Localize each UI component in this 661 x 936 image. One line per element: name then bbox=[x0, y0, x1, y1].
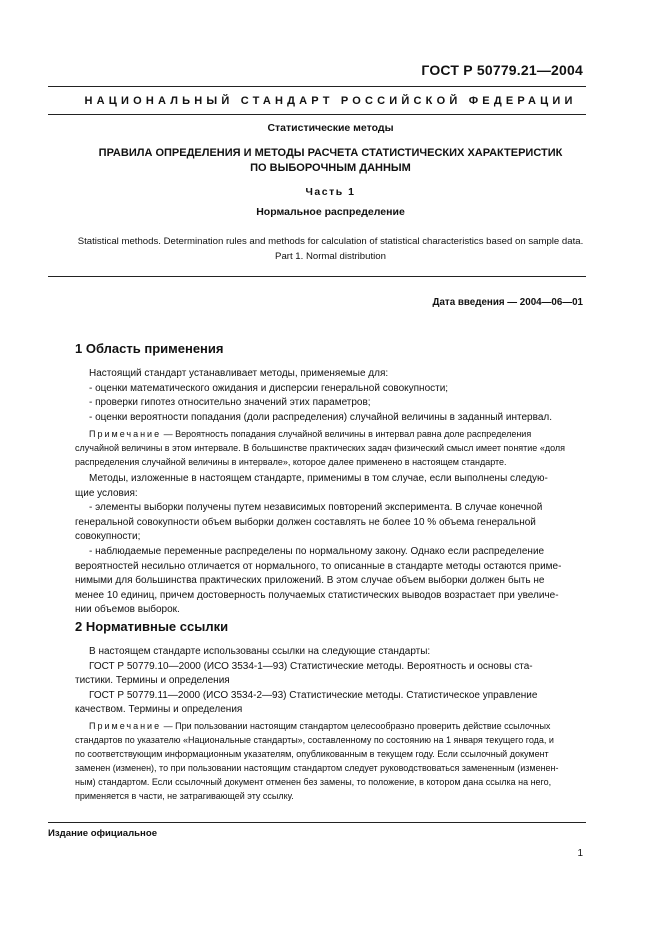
condition-line: - наблюдаемые переменные распределены по нормальному закону. Однако если распределение bbox=[89, 545, 545, 557]
page-number: 1 bbox=[577, 848, 583, 859]
note-label: Примечание bbox=[89, 721, 162, 731]
bullet-item: - проверки гипотез относительно значений этих параметров; bbox=[89, 397, 371, 409]
title-line: ПРАВИЛА ОПРЕДЕЛЕНИЯ И МЕТОДЫ РАСЧЕТА СТАТИСТИЧЕСКИХ ХАРАКТЕРИСТИК bbox=[98, 147, 563, 159]
note-line: случайной величины в этом интервале. В большинстве практических задач физический смысл имеет понятие «доля bbox=[75, 443, 566, 453]
section-2-note bbox=[75, 719, 586, 803]
document-title bbox=[0, 146, 661, 176]
paragraph-line: щие условия: bbox=[75, 487, 138, 499]
note-line: по соответствующим информационным указателям, опубликованным в текущем году. Если ссылочный документ bbox=[75, 749, 549, 759]
note-line: применяется в части, не затрагивающей эту ссылку. bbox=[75, 791, 294, 801]
section-1-scope bbox=[75, 367, 586, 425]
condition-line: вероятностей несильно отличается от нормального, то описанные в стандарте методы остаются приме- bbox=[75, 560, 562, 572]
bullet-item: - оценки вероятности попадания (доли распределения) случайной величины в заданный интервал. bbox=[89, 411, 552, 423]
section-1-note bbox=[75, 427, 586, 469]
english-title-line: Statistical methods. Determination rules and methods for calculation of statistical characteristics based on sample data. bbox=[77, 236, 584, 247]
section-1-heading: 1 Область применения bbox=[75, 341, 224, 356]
reference-line: ГОСТ Р 50779.10—2000 (ИСО 3534-1—93) Статистические методы. Вероятность и основы ста- bbox=[89, 660, 533, 672]
note-line: распределения случайной величины в интервале», которое далее применено в настоящем стандарте. bbox=[75, 457, 507, 467]
standard-number: ГОСТ Р 50779.21—2004 bbox=[421, 62, 583, 78]
reference-line: тистики. Термины и определения bbox=[75, 675, 230, 687]
footer-rule bbox=[48, 822, 586, 823]
part-subtitle: Нормальное распределение bbox=[256, 206, 405, 218]
note-line bbox=[75, 427, 586, 441]
part-label: Часть 1 bbox=[305, 186, 356, 198]
condition-line: совокупности; bbox=[75, 531, 141, 543]
note-line bbox=[75, 719, 586, 733]
paragraph-line: Методы, изложенные в настоящем стандарте, применимы в том случае, если выполнены следую- bbox=[89, 473, 548, 484]
introduction-date: Дата введения — 2004—06—01 bbox=[432, 297, 583, 308]
condition-line: генеральной совокупности объем выборки должен составлять не более 10 % объема генеральной bbox=[75, 516, 536, 528]
reference-line: ГОСТ Р 50779.11—2000 (ИСО 3534-2—93) Статистические методы. Статистическое управление bbox=[89, 689, 538, 701]
title-rule bbox=[48, 276, 586, 277]
title-line: ПО ВЫБОРОЧНЫМ ДАННЫМ bbox=[250, 162, 411, 174]
paragraph-line: В настоящем стандарте использованы ссылки на следующие стандарты: bbox=[89, 646, 431, 657]
condition-line: - элементы выборки получены путем независимых повторений эксперимента. В случае конечной bbox=[89, 502, 543, 514]
note-line: стандартов по указателю «Национальные стандарты», составленному по состоянию на 1 января текущего года, и bbox=[75, 735, 554, 745]
official-edition-label: Издание официальное bbox=[48, 828, 158, 839]
english-title bbox=[0, 234, 661, 264]
section-2-heading: 2 Нормативные ссылки bbox=[75, 619, 229, 634]
series-title: Статистические методы bbox=[267, 122, 394, 134]
condition-line: нимыми для большинства практических приложений. В этом случае объем выборки должен быть не bbox=[75, 575, 545, 587]
national-standard-banner: НАЦИОНАЛЬНЫЙ СТАНДАРТ РОССИЙСКОЙ ФЕДЕРАЦИИ bbox=[84, 95, 577, 107]
english-title-line: Part 1. Normal distribution bbox=[275, 251, 386, 262]
paragraph-line: Настоящий стандарт устанавливает методы, применяемые для: bbox=[89, 368, 389, 379]
reference-line: качеством. Термины и определения bbox=[75, 704, 243, 716]
note-text: — Вероятность попадания случайной величины в интервал равна доле распределения bbox=[161, 429, 532, 439]
note-line: заменен (изменен), то при пользовании настоящим стандартом следует руководствоваться замененным (изменен- bbox=[75, 763, 559, 773]
bullet-item: - оценки математического ожидания и дисперсии генеральной совокупности; bbox=[89, 382, 449, 394]
condition-line: менее 10 единиц, причем достоверность получаемых статистических выводов возрастает при увеличе- bbox=[75, 589, 559, 601]
section-2-references bbox=[75, 645, 586, 718]
note-line: ным) стандартом. Если ссылочный документ отменен без замены, то положение, в котором дана ссылка на него, bbox=[75, 777, 552, 787]
note-text: — При пользовании настоящим стандартом целесообразно проверить действие ссылочных bbox=[161, 721, 551, 731]
banner-rule bbox=[48, 114, 586, 115]
header-rule bbox=[48, 86, 586, 87]
note-label: Примечание bbox=[89, 429, 162, 439]
section-1-conditions bbox=[75, 472, 586, 618]
condition-line: нии объемов выборок. bbox=[75, 604, 180, 616]
